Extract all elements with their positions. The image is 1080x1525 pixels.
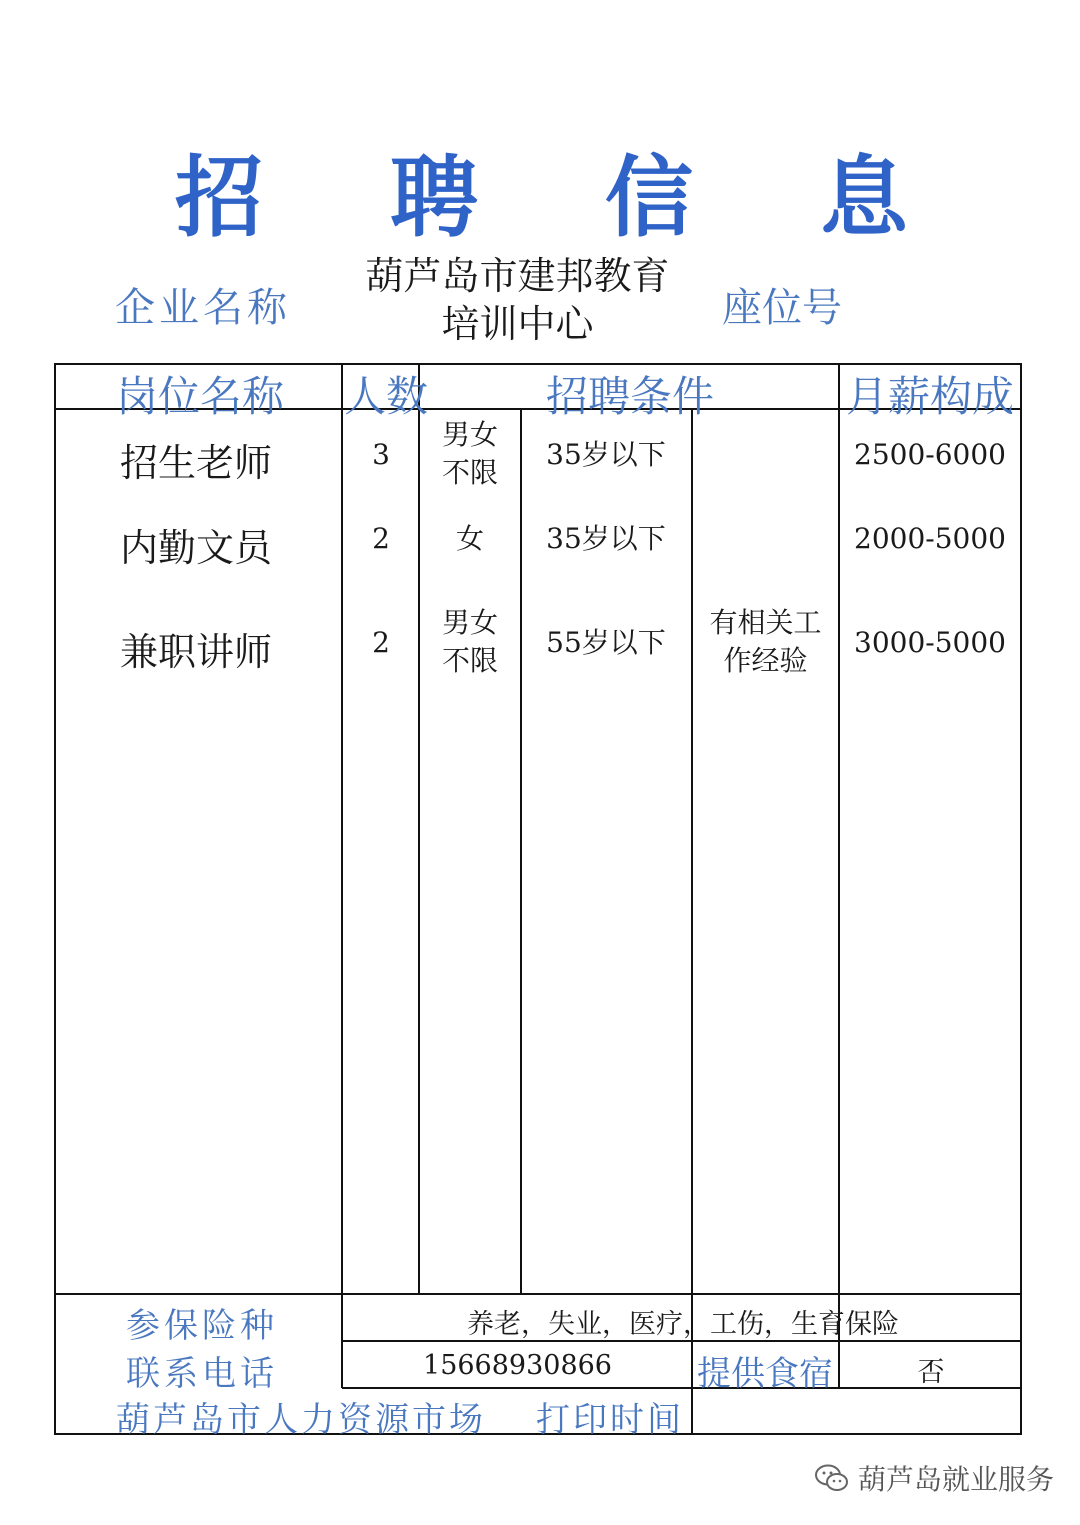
watermark [814,1458,1054,1498]
row3-position: 兼职讲师 [120,630,273,674]
row3-gender-line2: 不限 [441,644,498,677]
header-salary: 月薪构成 [846,372,1015,421]
company-name-line1: 葫芦岛市建邦教育 [365,254,670,298]
body-divider [54,1293,1022,1295]
title-char-1: 招 [175,146,264,249]
row3-exp-line2: 作经验 [723,644,808,677]
row3-count: 2 [372,626,390,659]
row3-exp-line1: 有相关工 [709,606,822,639]
wechat-icon [814,1463,850,1493]
header-count: 人数 [344,372,429,421]
company-label: 企业名称 [115,285,291,331]
row1-age: 35岁以下 [546,438,666,471]
col-divider-2 [418,363,420,1294]
insurance-value: 养老，失业，医疗，工伤，生育保险 [467,1309,899,1340]
col-divider-4 [691,408,693,1434]
row3-salary: 3000-5000 [854,626,1006,659]
row1-salary: 2500-6000 [854,438,1006,471]
insurance-label: 参保险种 [126,1306,278,1346]
col-divider-5 [838,363,840,1388]
page-title [0,128,1080,249]
phone-value: 15668930866 [423,1350,612,1381]
header-conditions: 招聘条件 [546,372,715,421]
row2-count: 2 [372,522,390,555]
company-name [330,252,705,348]
row3-gender-line1: 男女 [441,606,498,639]
row2-gender [420,520,520,558]
title-char-2: 聘 [390,146,479,249]
col-divider-1 [341,363,343,1388]
market-label: 葫芦岛市人力资源市场 [116,1400,486,1440]
row3-experience [693,604,838,680]
row2-gender-line1: 女 [455,522,484,555]
row2-age: 35岁以下 [546,522,666,555]
row2-salary: 2000-5000 [854,522,1006,555]
row3-age: 55岁以下 [546,626,666,659]
phone-label: 联系电话 [126,1354,278,1394]
title-char-4: 息 [820,146,909,249]
row3-gender [420,604,520,680]
meals-value: 否 [917,1357,945,1388]
row1-gender [420,416,520,492]
company-name-line2: 培训中心 [441,302,594,346]
seat-label: 座位号 [722,285,842,331]
row1-gender-line2: 不限 [441,456,498,489]
title-char-3: 信 [605,146,694,249]
row1-position: 招生老师 [120,441,273,485]
row1-count: 3 [372,438,390,471]
header-position: 岗位名称 [116,372,285,421]
meals-label: 提供食宿 [697,1354,833,1394]
row1-gender-line1: 男女 [441,418,498,451]
row2-position: 内勤文员 [120,526,273,570]
watermark-text: 葫芦岛就业服务 [858,1463,1055,1496]
print-time-label: 打印时间 [536,1400,684,1440]
